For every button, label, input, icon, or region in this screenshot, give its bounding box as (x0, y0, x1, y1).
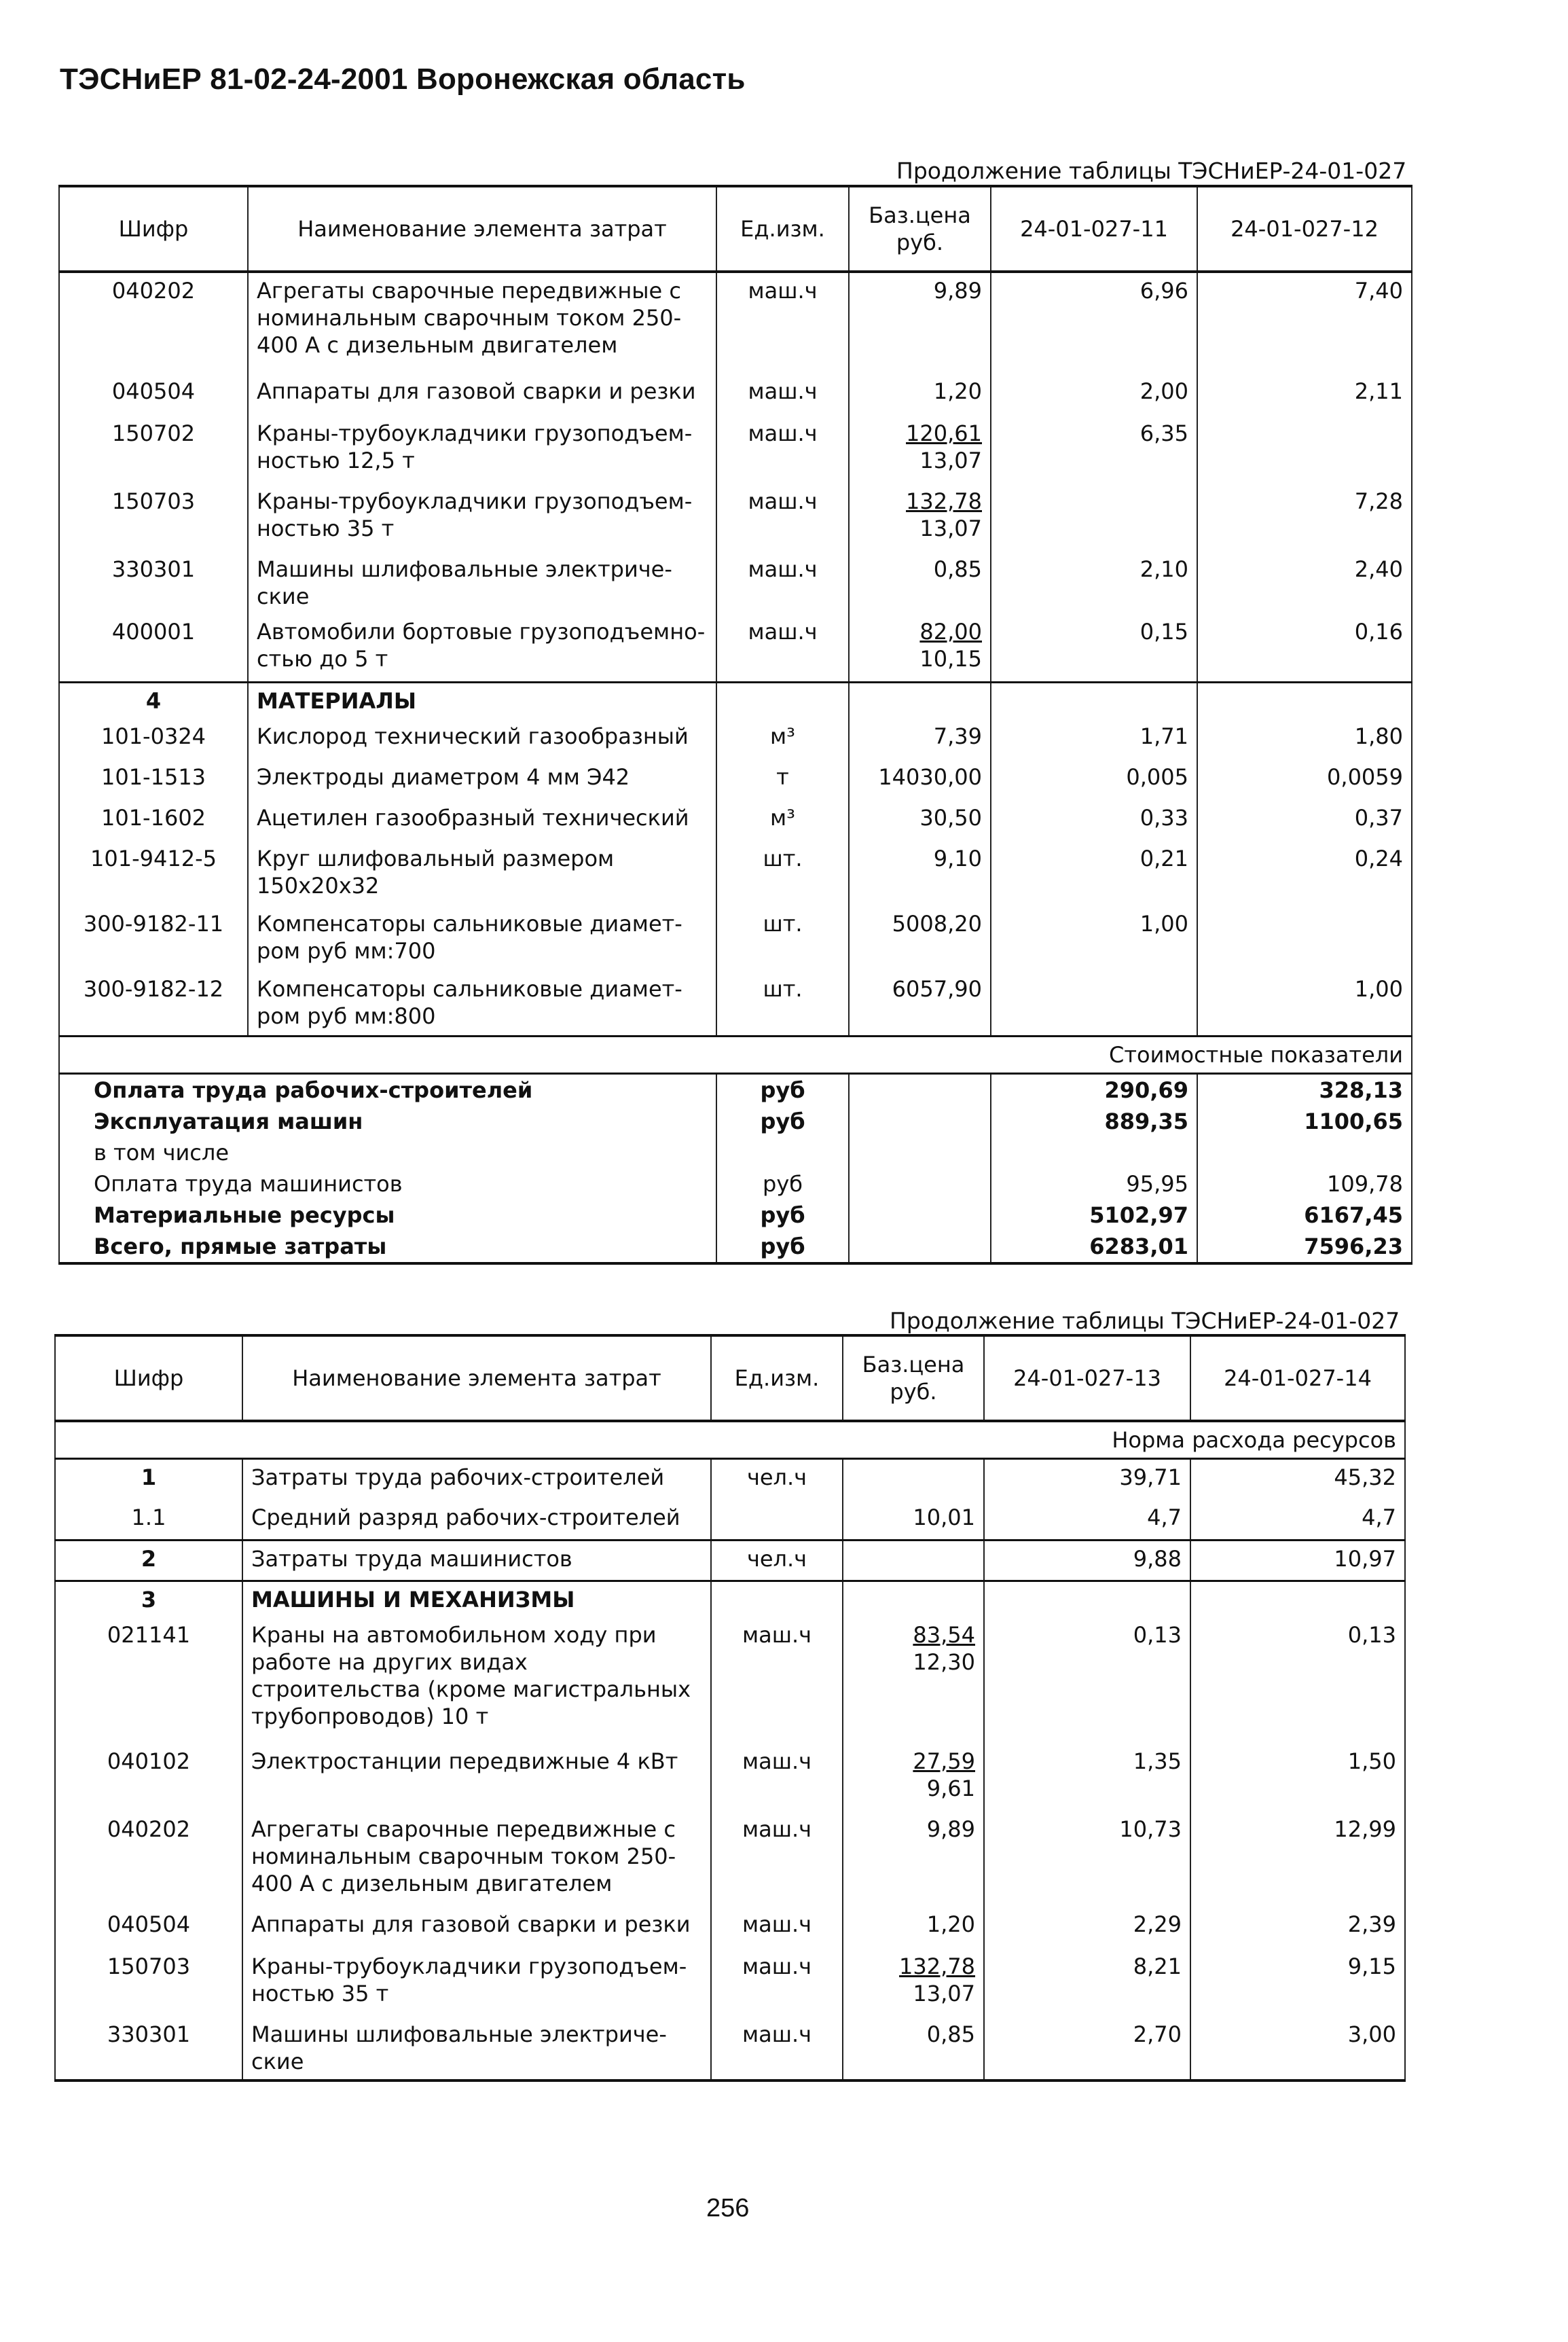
cost-row (59, 1200, 1412, 1231)
cost-label: Оплата труда машинистов (59, 1168, 716, 1200)
value-col-1: 2,10 (991, 552, 1197, 614)
value-col-2: 4,7 (1190, 1500, 1405, 1541)
unit: маш.ч (711, 1617, 843, 1744)
norm-band-label: Норма расхода ресурсов (55, 1421, 1405, 1459)
empty-cell (843, 1581, 984, 1618)
value-col-2: 10,97 (1190, 1541, 1405, 1581)
value-col-1: 1,35 (984, 1744, 1190, 1812)
price-cell (849, 614, 991, 682)
resource-name: Автомобили бортовые грузоподъемно-стью до 5 т (248, 614, 716, 682)
value-col-2: 1,50 (1190, 1744, 1405, 1812)
empty-cell (849, 1200, 991, 1231)
header-price: Баз.цена руб. (849, 186, 991, 272)
base-price: 5008,20 (849, 906, 991, 971)
table-row (55, 1949, 1405, 2017)
value-col-2: 12,99 (1190, 1812, 1405, 1907)
table-row (59, 484, 1412, 552)
resource-name: Машины шлифовальные электриче-ские (248, 552, 716, 614)
table-row (59, 416, 1412, 484)
cost-label: Эксплуатация машин (59, 1106, 716, 1137)
resource-name: Краны-трубоукладчики грузоподъем-ностью 35 т (248, 484, 716, 552)
base-price: 10,01 (843, 1500, 984, 1541)
header-col-14: 24-01-027-14 (1190, 1335, 1405, 1421)
resource-code: 150702 (59, 416, 248, 484)
value-col-2 (1197, 1137, 1412, 1168)
base-price: 132,78 (899, 1953, 975, 1979)
resource-name: Агрегаты сварочные передвижные с номинальным сварочным током 250-400 А с дизельным двигателем (242, 1812, 711, 1907)
header-code: Шифр (59, 186, 248, 272)
cost-label: Оплата труда рабочих-строителей (59, 1074, 716, 1106)
value-col-1: 9,88 (984, 1541, 1190, 1581)
value-col-1: 0,005 (991, 759, 1197, 800)
unit: маш.ч (716, 374, 849, 416)
resource-name: Затраты труда машинистов (242, 1541, 711, 1581)
resource-code: 040504 (59, 374, 248, 416)
resource-code: 400001 (59, 614, 248, 682)
base-price: 30,50 (849, 800, 991, 841)
value-col-2: 1,00 (1197, 971, 1412, 1037)
value-col-2 (1197, 906, 1412, 971)
unit: чел.ч (711, 1459, 843, 1500)
table-row (55, 1459, 1405, 1500)
empty-cell (849, 1074, 991, 1106)
table-row (59, 841, 1412, 906)
table-row (59, 719, 1412, 759)
value-col-2: 6167,45 (1197, 1200, 1412, 1231)
header-col-12: 24-01-027-12 (1197, 186, 1412, 272)
table-row (59, 614, 1412, 682)
resource-name: Средний разряд рабочих-строителей (242, 1500, 711, 1541)
band-row (59, 1037, 1412, 1074)
page-title: ТЭСНиЕР 81-02-24-2001 Воронежская область (60, 62, 746, 96)
base-price: 83,54 (913, 1622, 975, 1648)
header-code: Шифр (55, 1335, 242, 1421)
table1-header-row (59, 186, 1412, 272)
value-col-2: 0,24 (1197, 841, 1412, 906)
price-cell (849, 416, 991, 484)
value-col-1 (991, 971, 1197, 1037)
resource-code: 1.1 (55, 1500, 242, 1541)
operator-wage: 10,15 (919, 646, 982, 672)
resource-name: Машины шлифовальные электриче-ские (242, 2017, 711, 2080)
price-cell (849, 374, 991, 416)
base-price: 9,89 (926, 1816, 975, 1842)
price-cell (843, 1949, 984, 2017)
table-row (55, 1744, 1405, 1812)
resource-code: 150703 (59, 484, 248, 552)
value-col-2: 0,13 (1190, 1617, 1405, 1744)
section-number: 4 (59, 682, 248, 719)
table1 (58, 185, 1412, 1265)
unit: маш.ч (711, 1744, 843, 1812)
value-col-1: 2,29 (984, 1907, 1190, 1949)
value-col-1: 5102,97 (991, 1200, 1197, 1231)
base-price: 0,85 (926, 2021, 975, 2047)
unit: маш.ч (711, 1812, 843, 1907)
table1-caption: Продолжение таблицы ТЭСНиЕР-24-01-027 (896, 158, 1407, 184)
base-price: 9,89 (933, 278, 982, 304)
value-col-1: 889,35 (991, 1106, 1197, 1137)
section-row (59, 682, 1412, 719)
unit: руб (716, 1200, 849, 1231)
header-name: Наименование элемента затрат (242, 1335, 711, 1421)
unit: маш.ч (716, 416, 849, 484)
table2-caption: Продолжение таблицы ТЭСНиЕР-24-01-027 (890, 1308, 1400, 1334)
header-col-13: 24-01-027-13 (984, 1335, 1190, 1421)
value-col-2: 1100,65 (1197, 1106, 1412, 1137)
price-cell (843, 1907, 984, 1949)
resource-code: 150703 (55, 1949, 242, 2017)
section-title: МАШИНЫ И МЕХАНИЗМЫ (242, 1581, 711, 1618)
operator-wage: 9,61 (926, 1776, 975, 1801)
header-unit: Ед.изм. (716, 186, 849, 272)
value-col-2: 2,40 (1197, 552, 1412, 614)
unit: руб (716, 1168, 849, 1200)
unit: шт. (716, 971, 849, 1037)
table2-header-row (55, 1335, 1405, 1421)
price-cell (843, 2017, 984, 2080)
base-price: 14030,00 (849, 759, 991, 800)
table-row (59, 272, 1412, 374)
resource-name: Аппараты для газовой сварки и резки (242, 1907, 711, 1949)
resource-name: Аппараты для газовой сварки и резки (248, 374, 716, 416)
value-col-1: 8,21 (984, 1949, 1190, 2017)
unit: м³ (716, 800, 849, 841)
section-number: 3 (55, 1581, 242, 1618)
value-col-1: 39,71 (984, 1459, 1190, 1500)
value-col-1: 2,00 (991, 374, 1197, 416)
operator-wage: 13,07 (919, 448, 982, 473)
table-row (55, 1500, 1405, 1541)
unit (711, 1500, 843, 1541)
unit (716, 1137, 849, 1168)
unit: маш.ч (716, 614, 849, 682)
value-col-1: 6,96 (991, 272, 1197, 374)
resource-name: Агрегаты сварочные передвижные с номинальным сварочным током 250-400 А с дизельным двигателем (248, 272, 716, 374)
table-row (55, 1617, 1405, 1744)
value-col-2: 2,39 (1190, 1907, 1405, 1949)
value-col-1 (991, 484, 1197, 552)
price-cell (843, 1744, 984, 1812)
value-col-2: 9,15 (1190, 1949, 1405, 2017)
unit: шт. (716, 906, 849, 971)
value-col-1: 0,15 (991, 614, 1197, 682)
unit: маш.ч (716, 484, 849, 552)
value-col-1: 95,95 (991, 1168, 1197, 1200)
resource-name: Круг шлифовальный размером 150x20x32 (248, 841, 716, 906)
cost-label: Всего, прямые затраты (59, 1231, 716, 1263)
empty-cell (1190, 1581, 1405, 1618)
value-col-1: 6,35 (991, 416, 1197, 484)
table2 (54, 1334, 1406, 2082)
cost-row (59, 1168, 1412, 1200)
table-row (55, 1812, 1405, 1907)
cost-band-label: Стоимостные показатели (59, 1037, 1412, 1074)
resource-name: Электростанции передвижные 4 кВт (242, 1744, 711, 1812)
value-col-1: 6283,01 (991, 1231, 1197, 1263)
price-cell (843, 1617, 984, 1744)
resource-name: Компенсаторы сальниковые диамет-ром руб мм:700 (248, 906, 716, 971)
table-row (55, 1541, 1405, 1581)
unit: руб (716, 1106, 849, 1137)
table-row (59, 374, 1412, 416)
resource-name: Затраты труда рабочих-строителей (242, 1459, 711, 1500)
value-col-2: 0,37 (1197, 800, 1412, 841)
base-price: 6057,90 (849, 971, 991, 1037)
unit: маш.ч (716, 552, 849, 614)
empty-cell (849, 1106, 991, 1137)
base-price: 82,00 (919, 619, 982, 645)
resource-name: Кислород технический газообразный (248, 719, 716, 759)
section-title: МАТЕРИАЛЫ (248, 682, 716, 719)
empty-cell (849, 1231, 991, 1263)
cost-label: в том числе (59, 1137, 716, 1168)
value-col-2: 109,78 (1197, 1168, 1412, 1200)
resource-code: 101-9412-5 (59, 841, 248, 906)
resource-code: 040102 (55, 1744, 242, 1812)
table-row (59, 971, 1412, 1037)
table-row (59, 906, 1412, 971)
base-price (843, 1459, 984, 1500)
value-col-1: 0,13 (984, 1617, 1190, 1744)
table-row (59, 759, 1412, 800)
resource-name: Краны-трубоукладчики грузоподъем-ностью 35 т (242, 1949, 711, 2017)
unit: маш.ч (711, 1907, 843, 1949)
cost-row (59, 1106, 1412, 1137)
value-col-1: 2,70 (984, 2017, 1190, 2080)
unit: руб (716, 1231, 849, 1263)
base-price: 7,39 (849, 719, 991, 759)
cost-row (59, 1231, 1412, 1263)
page-number: 256 (706, 2194, 750, 2222)
table-row (55, 1907, 1405, 1949)
resource-code: 300-9182-11 (59, 906, 248, 971)
resource-code: 330301 (55, 2017, 242, 2080)
value-col-2: 0,16 (1197, 614, 1412, 682)
base-price (843, 1541, 984, 1581)
resource-code: 2 (55, 1541, 242, 1581)
resource-code: 101-0324 (59, 719, 248, 759)
resource-code: 330301 (59, 552, 248, 614)
unit: чел.ч (711, 1541, 843, 1581)
empty-cell (991, 682, 1197, 719)
resource-code: 1 (55, 1459, 242, 1500)
empty-cell (849, 1137, 991, 1168)
unit: маш.ч (711, 1949, 843, 2017)
empty-cell (711, 1581, 843, 1618)
operator-wage: 13,07 (913, 1981, 975, 2006)
resource-code: 021141 (55, 1617, 242, 1744)
empty-cell (716, 682, 849, 719)
resource-code: 101-1513 (59, 759, 248, 800)
cost-row (59, 1074, 1412, 1106)
resource-code: 300-9182-12 (59, 971, 248, 1037)
price-cell (849, 552, 991, 614)
empty-cell (984, 1581, 1190, 1618)
value-col-2: 1,80 (1197, 719, 1412, 759)
value-col-2: 45,32 (1190, 1459, 1405, 1500)
unit: м³ (716, 719, 849, 759)
value-col-1: 0,21 (991, 841, 1197, 906)
value-col-2: 0,0059 (1197, 759, 1412, 800)
empty-cell (1197, 682, 1412, 719)
resource-code: 040202 (55, 1812, 242, 1907)
base-price: 132,78 (906, 488, 982, 514)
table-row (59, 552, 1412, 614)
base-price: 1,20 (926, 1911, 975, 1937)
unit: т (716, 759, 849, 800)
resource-code: 040504 (55, 1907, 242, 1949)
table-row (59, 800, 1412, 841)
value-col-2: 2,11 (1197, 374, 1412, 416)
resource-code: 101-1602 (59, 800, 248, 841)
value-col-1: 10,73 (984, 1812, 1190, 1907)
header-col-11: 24-01-027-11 (991, 186, 1197, 272)
operator-wage: 13,07 (919, 516, 982, 541)
base-price: 9,10 (849, 841, 991, 906)
price-cell (849, 484, 991, 552)
value-col-2 (1197, 416, 1412, 484)
base-price: 0,85 (933, 556, 982, 582)
value-col-1 (991, 1137, 1197, 1168)
resource-name: Компенсаторы сальниковые диамет-ром руб мм:800 (248, 971, 716, 1037)
value-col-2: 3,00 (1190, 2017, 1405, 2080)
header-price: Баз.цена руб. (843, 1335, 984, 1421)
empty-cell (849, 1168, 991, 1200)
resource-name: Ацетилен газообразный технический (248, 800, 716, 841)
base-price: 1,20 (933, 378, 982, 404)
unit: руб (716, 1074, 849, 1106)
value-col-1: 0,33 (991, 800, 1197, 841)
cost-label: Материальные ресурсы (59, 1200, 716, 1231)
value-col-1: 290,69 (991, 1074, 1197, 1106)
operator-wage: 12,30 (913, 1649, 975, 1675)
value-col-1: 1,00 (991, 906, 1197, 971)
cost-row (59, 1137, 1412, 1168)
resource-name: Краны на автомобильном ходу при работе на других видах строительства (кроме магистральных трубопроводов) 10 т (242, 1617, 711, 1744)
base-price: 27,59 (913, 1748, 975, 1774)
table-row (55, 2017, 1405, 2080)
base-price: 120,61 (906, 420, 982, 446)
price-cell (843, 1812, 984, 1907)
unit: маш.ч (716, 272, 849, 374)
value-col-2: 328,13 (1197, 1074, 1412, 1106)
header-name: Наименование элемента затрат (248, 186, 716, 272)
unit: шт. (716, 841, 849, 906)
value-col-2: 7596,23 (1197, 1231, 1412, 1263)
section-row (55, 1581, 1405, 1618)
resource-name: Краны-трубоукладчики грузоподъем-ностью 12,5 т (248, 416, 716, 484)
header-unit: Ед.изм. (711, 1335, 843, 1421)
resource-name: Электроды диаметром 4 мм Э42 (248, 759, 716, 800)
empty-cell (849, 682, 991, 719)
value-col-1: 4,7 (984, 1500, 1190, 1541)
band-row (55, 1421, 1405, 1459)
unit: маш.ч (711, 2017, 843, 2080)
resource-code: 040202 (59, 272, 248, 374)
value-col-1: 1,71 (991, 719, 1197, 759)
value-col-2: 7,28 (1197, 484, 1412, 552)
price-cell (849, 272, 991, 374)
value-col-2: 7,40 (1197, 272, 1412, 374)
